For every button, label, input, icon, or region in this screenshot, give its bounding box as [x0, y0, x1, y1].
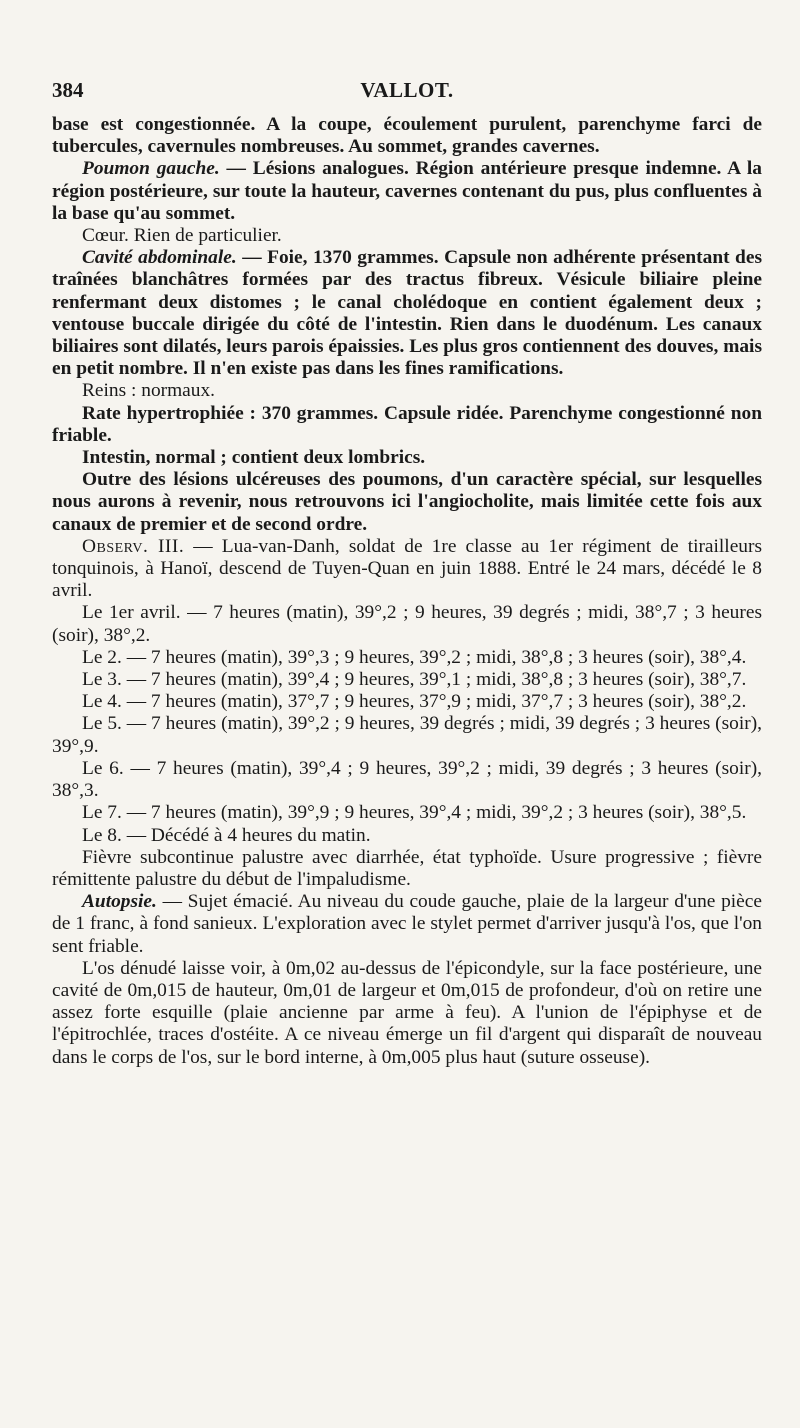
body-text [52, 114, 762, 1069]
paragraph: Le 2. — 7 heures (matin), 39°,3 ; 9 heures, 39°,2 ; midi, 38°,8 ; 3 heures (soir), 38°,4. [82, 646, 747, 668]
paragraph: Le 5. — 7 heures (matin), 39°,2 ; 9 heures, 39 degrés ; midi, 39 degrés ; 3 heures (soir), 39°,9. [52, 713, 762, 757]
paragraph: Cavité abdominale. — Foie, 1370 grammes. Capsule non adhérente présentant des traînées blanchâtres formées par des tractus fibreux. Vésicule biliaire pleine renfermant deux distomes ; le canal cholédoque en contient également deux ; ventouse buccale dirigée du côté de l'intestin. Rien dans le duodénum. Les canaux biliaires sont dilatés, leurs parois épaissies. Les plus gros contiennent des douves, mais en petit nombre. Il n'en existe pas dans les fines ramifications. [52, 247, 762, 380]
paragraph: Intestin, normal ; contient deux lombrics. [82, 447, 426, 469]
paragraph: Le 7. — 7 heures (matin), 39°,9 ; 9 heures, 39°,4 ; midi, 39°,2 ; 3 heures (soir), 38°,5. [82, 802, 747, 824]
paragraph: Le 8. — Décédé à 4 heures du matin. [82, 824, 371, 846]
paragraph: Le 1er avril. — 7 heures (matin), 39°,2 ; 9 heures, 39 degrés ; midi, 38°,7 ; 3 heures (soir), 38°,2. [52, 602, 762, 646]
paragraph: Le 4. — 7 heures (matin), 37°,7 ; 9 heures, 37°,9 ; midi, 37°,7 ; 3 heures (soir), 38°,2. [82, 691, 747, 713]
paragraph: L'os dénudé laisse voir, à 0m,02 au-dessus de l'épicondyle, sur la face postérieure, une cavité de 0m,015 de hauteur, 0m,01 de largeur et 0m,015 de profondeur, d'où on retire une assez forte esquille (plaie ancienne par arme à feu). A l'union de l'épiphyse et de l'épitrochlée, traces d'ostéite. A ce niveau émerge un fil d'argent qui disparaît de nouveau dans le corps de l'os, sur le bord interne, à 0m,005 plus haut (suture osseuse). [52, 957, 762, 1068]
paragraph: Cœur. Rien de particulier. [82, 225, 282, 247]
paragraph: Autopsie. — Sujet émacié. Au niveau du coude gauche, plaie de la largeur d'une pièce de 1 franc, à fond sanieux. L'exploration avec le stylet permet d'arriver jusqu'à l'os, que l'on sent friable. [52, 891, 762, 957]
paragraph: Le 6. — 7 heures (matin), 39°,4 ; 9 heures, 39°,2 ; midi, 39 degrés ; 3 heures (soir), 38°,3. [52, 757, 762, 802]
running-head: VALLOT. [360, 78, 454, 102]
page-header [52, 78, 762, 106]
paragraph: Observ. III. — Lua-van-Danh, soldat de 1re classe au 1er régiment de tirailleurs tonquinois, à Hanoï, descend de Tuyen-Quan en juin 1888. Entré le 24 mars, décédé le 8 avril. [52, 535, 762, 602]
paragraph: Outre des lésions ulcéreuses des poumons, d'un caractère spécial, sur lesquelles nous aurons à revenir, nous retrouvons ici l'angiocholite, mais limitée cette fois aux canaux de premier et de second ordre. [52, 469, 762, 535]
paragraph: Fièvre subcontinue palustre avec diarrhée, état typhoïde. Usure progressive ; fièvre rémittente palustre du début de l'impaludisme. [52, 846, 762, 890]
paragraph: Rate hypertrophiée : 370 grammes. Capsule ridée. Parenchyme congestionné non friable. [52, 402, 762, 446]
paragraph: Poumon gauche. — Lésions analogues. Région antérieure presque indemne. A la région postérieure, sur toute la hauteur, cavernes contenant du pus, plus confluentes à la base qu'au sommet. [52, 158, 762, 224]
paragraph: Reins : normaux. [82, 380, 216, 402]
paragraph: Le 3. — 7 heures (matin), 39°,4 ; 9 heures, 39°,1 ; midi, 38°,8 ; 3 heures (soir), 38°,7. [82, 669, 747, 691]
page-number: 384 [52, 78, 84, 102]
paragraph: base est congestionnée. A la coupe, écoulement purulent, parenchyme farci de tubercules, cavernules nombreuses. Au sommet, grandes cavernes. [52, 114, 762, 158]
